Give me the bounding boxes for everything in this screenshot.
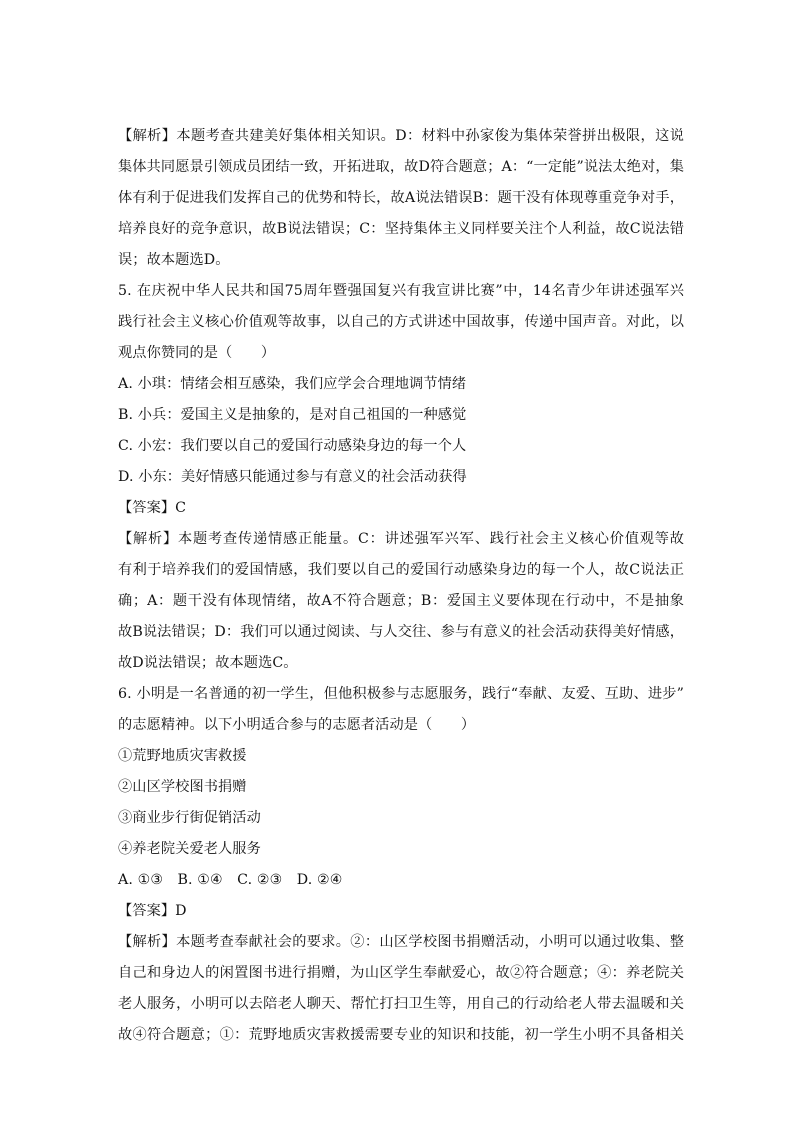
- question-5-line: 观点你赞同的是（ ）: [118, 345, 276, 361]
- answer-6-line: 【答案】D: [118, 903, 187, 919]
- analysis-5-line: 故B说法错误；D：我们可以通过阅读、与人交往、参与有意义的社会活动获得美好情感，: [118, 624, 684, 640]
- analysis-4: [118, 126, 684, 270]
- answer-6: [118, 901, 684, 921]
- analysis-4-line: 集体共同愿景引领成员团结一致，开拓进取，故D符合题意；A：“一定能”说法太绝对，集: [118, 159, 684, 175]
- analysis-4-line: 培养良好的竞争意识，故B说法错误；C：坚持集体主义同样要关注个人利益，故C说法错: [118, 221, 684, 237]
- question-6-line: 的志愿精神。以下小明适合参与的志愿者活动是（ ）: [118, 717, 476, 733]
- question-5-line: C. 小宏：我们要以自己的爱国行动感染身边的每一个人: [118, 438, 467, 454]
- analysis-6-line: 故④符合题意；①：荒野地质灾害救援需要专业的知识和技能，初一学生小明不具备相关: [118, 1027, 684, 1043]
- question-6-line: ①荒野地质灾害救援: [118, 748, 247, 764]
- answer-5: [118, 498, 684, 518]
- question-6-line: 6. 小明是一名普通的初一学生，但他积极参与志愿服务，践行“奉献、友爱、互助、进步”: [118, 686, 684, 702]
- analysis-6-line: 【解析】本题考查奉献社会的要求。②：山区学校图书捐赠活动，小明可以通过收集、整: [118, 934, 684, 950]
- question-5: [118, 281, 684, 487]
- question-6-line: ②山区学校图书捐赠: [118, 779, 247, 795]
- question-6-line: ④养老院关爱老人服务: [118, 841, 261, 857]
- analysis-4-line: 【解析】本题考查共建美好集体相关知识。D：材料中孙家俊为集体荣誉拼出极限，这说: [118, 128, 684, 144]
- analysis-4-line: 误；故本题选D。: [118, 252, 230, 268]
- analysis-5-line: 有利于培养我们的爱国情感，我们要以自己的爱国行动感染身边的每一个人，故C说法正: [118, 562, 684, 578]
- document-page: [118, 126, 684, 1056]
- question-5-line: A. 小琪：情绪会相互感染，我们应学会合理地调节情绪: [118, 376, 467, 392]
- question-6: [118, 684, 684, 890]
- analysis-5: [118, 529, 684, 673]
- analysis-5-line: 【解析】本题考查传递情感正能量。C：讲述强军兴军、践行社会主义核心价值观等故: [118, 531, 684, 547]
- analysis-6: [118, 932, 684, 1045]
- analysis-6-line: 老人服务，小明可以去陪老人聊天、帮忙打扫卫生等，用自己的行动给老人带去温暖和关: [118, 996, 684, 1012]
- analysis-5-line: 确；A：题干没有体现情绪，故A不符合题意；B：爱国主义要体现在行动中，不是抽象: [118, 593, 684, 609]
- question-5-line: 践行社会主义核心价值观等故事，以自己的方式讲述中国故事，传递中国声音。对此，以: [118, 314, 684, 330]
- analysis-5-line: 故D说法错误；故本题选C。: [118, 655, 298, 671]
- question-5-line: 5. 在庆祝中华人民共和国75周年暨强国复兴有我宣讲比赛”中，14名青少年讲述强军兴: [118, 283, 684, 299]
- question-6-line: ③商业步行街促销活动: [118, 810, 261, 826]
- question-6-line: A. ①③ B. ①④ C. ②③ D. ②④: [118, 872, 343, 888]
- analysis-6-line: 自己和身边人的闲置图书进行捐赠，为山区学生奉献爱心，故②符合题意；④：养老院关: [118, 965, 684, 981]
- question-5-line: B. 小兵：爱国主义是抽象的，是对自己祖国的一种感觉: [118, 407, 467, 423]
- question-5-line: D. 小东：美好情感只能通过参与有意义的社会活动获得: [118, 469, 467, 485]
- analysis-4-line: 体有利于促进我们发挥自己的优势和特长，故A说法错误B：题干没有体现尊重竞争对手，: [118, 190, 684, 206]
- answer-5-line: 【答案】C: [118, 500, 187, 516]
